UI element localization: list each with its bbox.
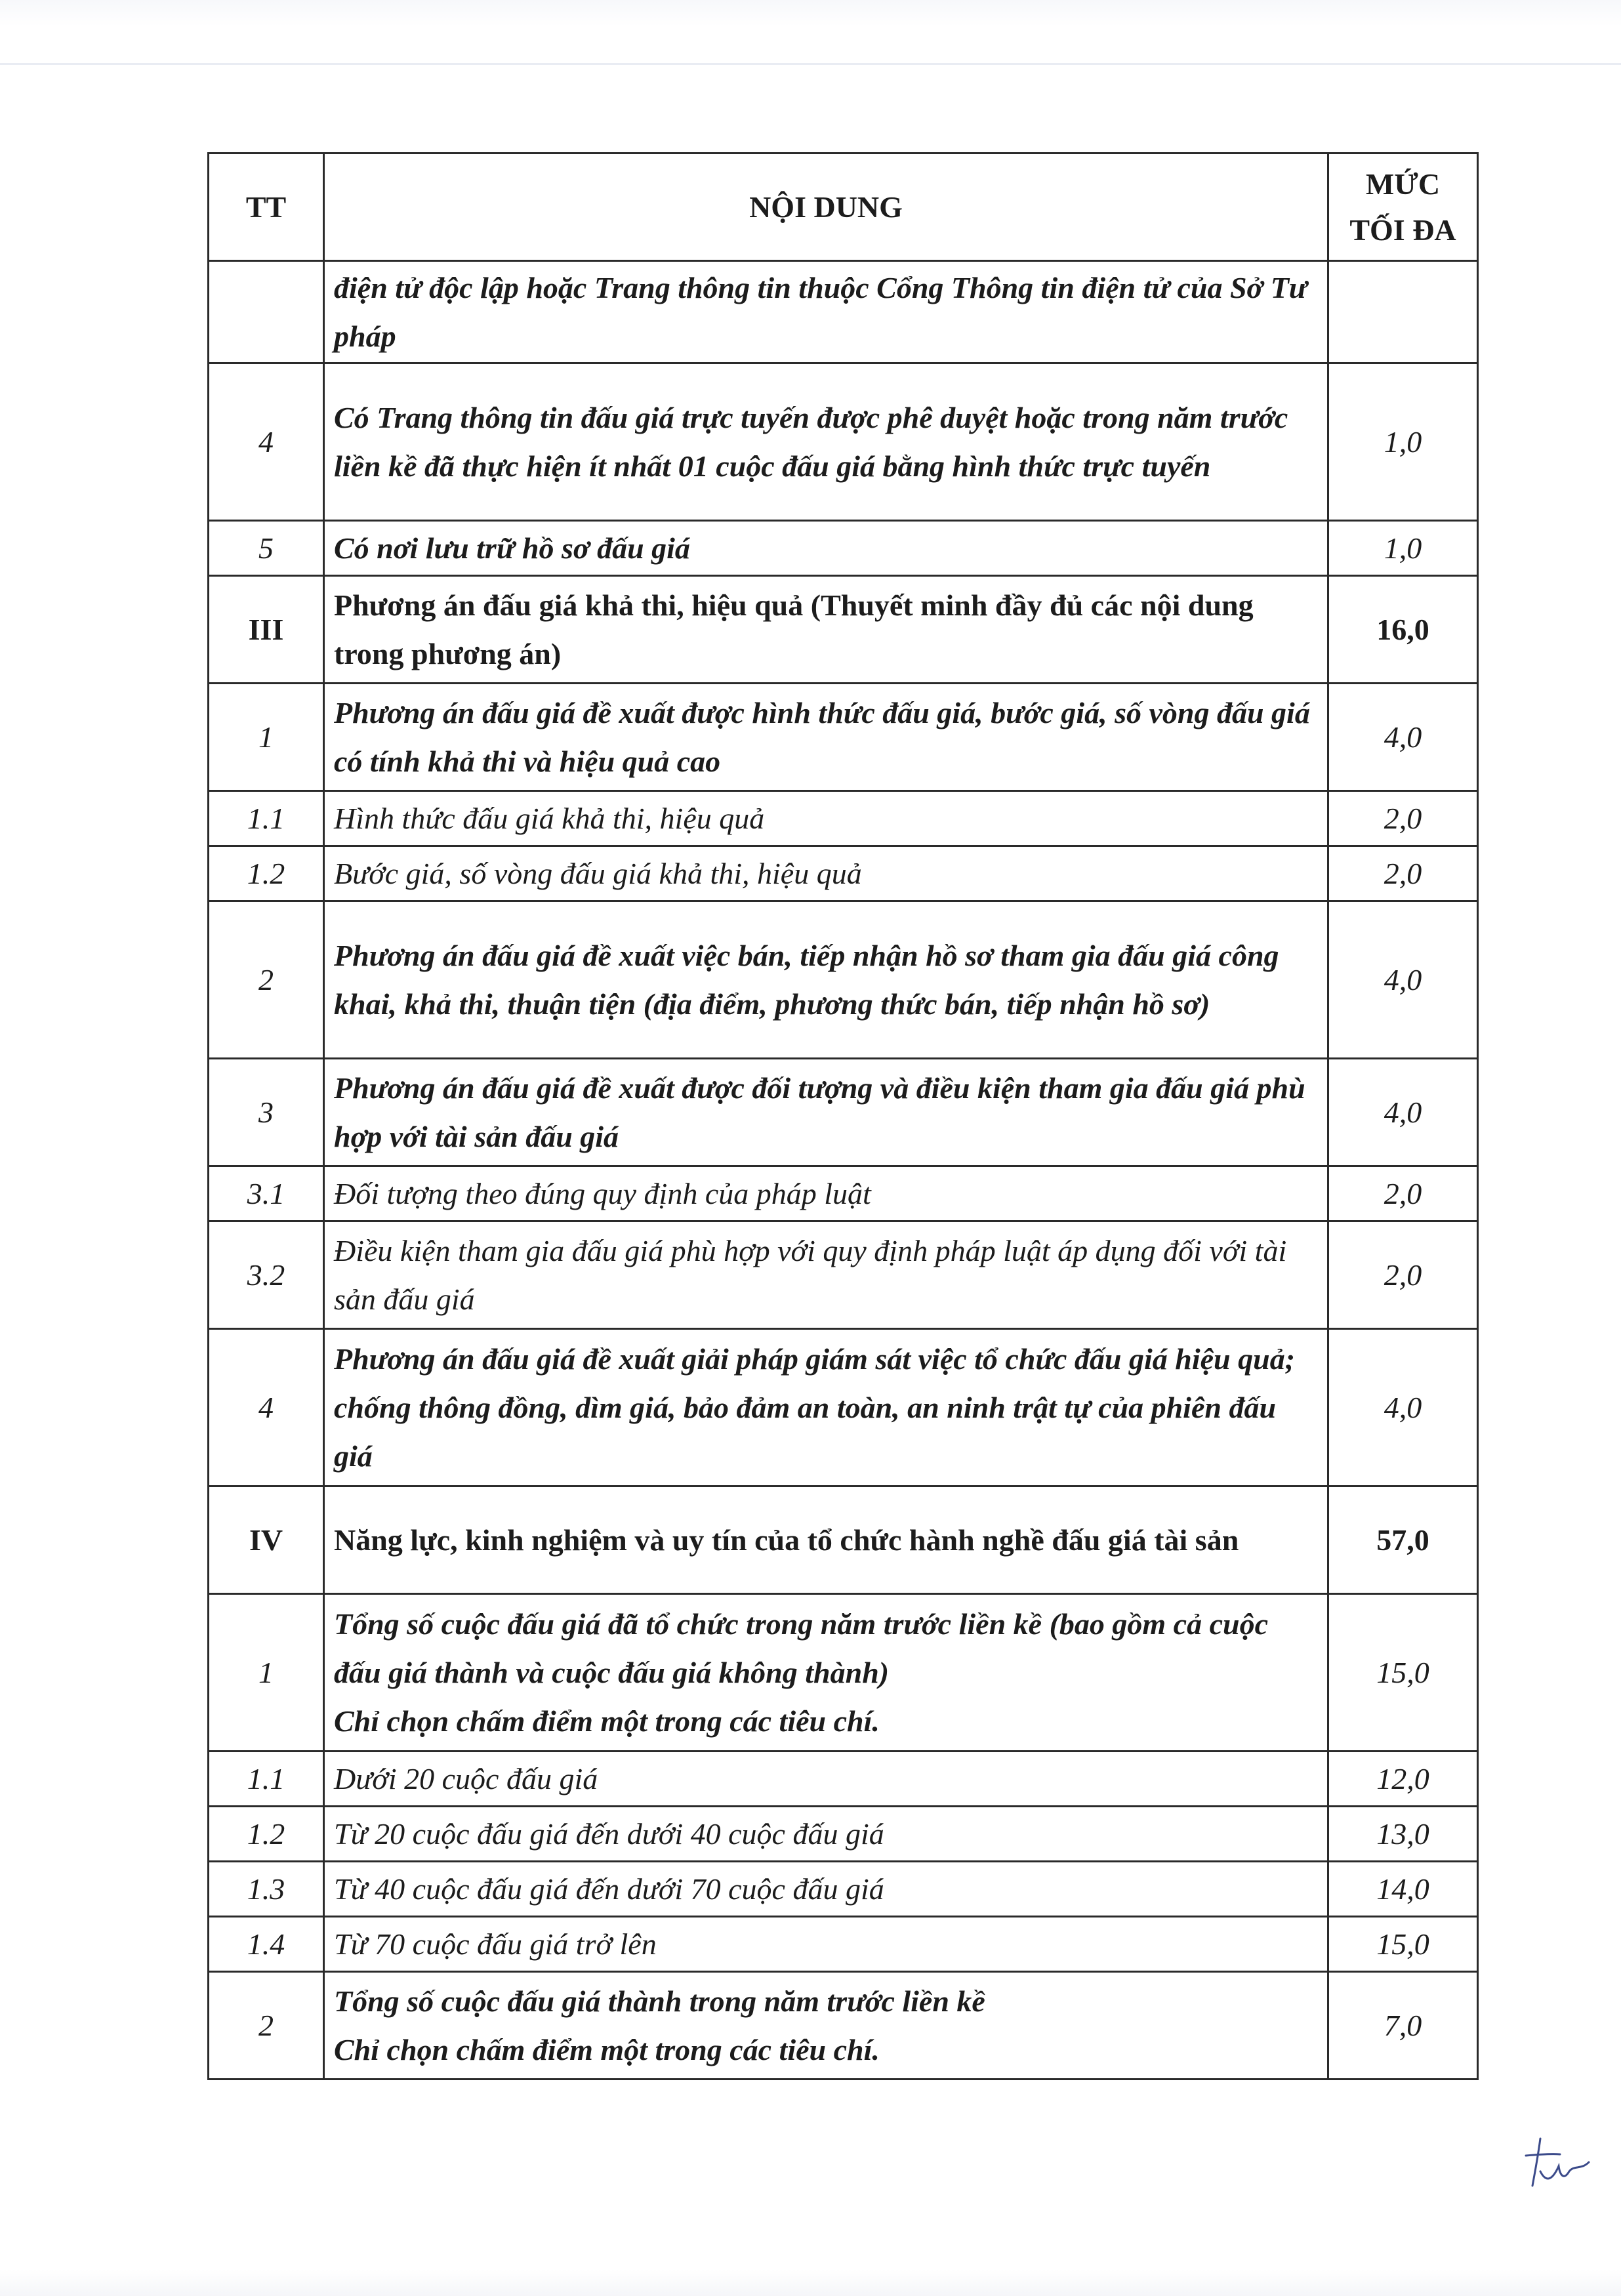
row-max-score [1328, 261, 1478, 363]
header-max-score-label: MỨC TỐI ĐA [1349, 167, 1456, 247]
row-number: 1 [209, 1594, 324, 1752]
row-number: III [209, 576, 324, 684]
row-number: IV [209, 1486, 324, 1594]
row-content: Đối tượng theo đúng quy định của pháp luật [324, 1166, 1328, 1221]
row-number: 1.2 [209, 1807, 324, 1862]
table-body [209, 261, 1478, 2080]
table-row [209, 846, 1478, 901]
table-row [209, 576, 1478, 684]
row-content: Năng lực, kinh nghiệm và uy tín của tổ chức hành nghề đấu giá tài sản [324, 1486, 1328, 1594]
header-content: NỘI DUNG [324, 154, 1328, 261]
row-content: Phương án đấu giá đề xuất được đối tượng và điều kiện tham gia đấu giá phù hợp với tài sản đấu giá [324, 1059, 1328, 1166]
row-number: 2 [209, 901, 324, 1059]
table-row [209, 1486, 1478, 1594]
row-content: Bước giá, số vòng đấu giá khả thi, hiệu quả [324, 846, 1328, 901]
row-number: 1.4 [209, 1917, 324, 1972]
table-row [209, 521, 1478, 576]
row-content: Phương án đấu giá đề xuất được hình thức đấu giá, bước giá, số vòng đấu giá có tính khả thi và hiệu quả cao [324, 684, 1328, 791]
table-row [209, 1059, 1478, 1166]
table-row [209, 791, 1478, 846]
row-number: 4 [209, 1329, 324, 1486]
row-max-score: 7,0 [1328, 1972, 1478, 2080]
row-max-score: 2,0 [1328, 1221, 1478, 1329]
row-number: 5 [209, 521, 324, 576]
table-row [209, 1972, 1478, 2080]
table-row [209, 261, 1478, 363]
row-content: Phương án đấu giá đề xuất việc bán, tiếp nhận hồ sơ tham gia đấu giá công khai, khả thi, thuận tiện (địa điểm, phương thức bán, tiếp nhận hồ sơ) [324, 901, 1328, 1059]
table-row [209, 1594, 1478, 1752]
row-content: Tổng số cuộc đấu giá thành trong năm trước liền kề Chỉ chọn chấm điểm một trong các tiêu chí. [324, 1972, 1328, 2080]
row-number: 4 [209, 363, 324, 521]
table-row [209, 1752, 1478, 1807]
table-header-row [209, 154, 1478, 261]
row-number: 3.1 [209, 1166, 324, 1221]
row-number: 3 [209, 1059, 324, 1166]
row-content: Điều kiện tham gia đấu giá phù hợp với quy định pháp luật áp dụng đối với tài sản đấu giá [324, 1221, 1328, 1329]
header-max-score [1328, 154, 1478, 261]
row-number: 2 [209, 1972, 324, 2080]
row-max-score: 2,0 [1328, 846, 1478, 901]
row-max-score: 4,0 [1328, 684, 1478, 791]
row-max-score: 13,0 [1328, 1807, 1478, 1862]
row-max-score: 16,0 [1328, 576, 1478, 684]
row-content: Phương án đấu giá khả thi, hiệu quả (Thuyết minh đầy đủ các nội dung trong phương án) [324, 576, 1328, 684]
row-number: 3.2 [209, 1221, 324, 1329]
row-max-score: 4,0 [1328, 901, 1478, 1059]
row-content: Từ 70 cuộc đấu giá trở lên [324, 1917, 1328, 1972]
header-tt: TT [209, 154, 324, 261]
row-content: Từ 20 cuộc đấu giá đến dưới 40 cuộc đấu giá [324, 1807, 1328, 1862]
row-content: Từ 40 cuộc đấu giá đến dưới 70 cuộc đấu giá [324, 1862, 1328, 1917]
initials-signature [1521, 2132, 1593, 2191]
row-max-score: 4,0 [1328, 1059, 1478, 1166]
row-number: 1.1 [209, 791, 324, 846]
row-max-score: 15,0 [1328, 1594, 1478, 1752]
row-content: Dưới 20 cuộc đấu giá [324, 1752, 1328, 1807]
row-content: Có Trang thông tin đấu giá trực tuyến được phê duyệt hoặc trong năm trước liền kề đã thực hiện ít nhất 01 cuộc đấu giá bằng hình thức trực tuyến [324, 363, 1328, 521]
table-row [209, 901, 1478, 1059]
scoring-criteria-table [207, 152, 1479, 2080]
row-number [209, 261, 324, 363]
row-content: Tổng số cuộc đấu giá đã tổ chức trong năm trước liền kề (bao gồm cả cuộc đấu giá thành và cuộc đấu giá không thành) Chỉ chọn chấm điểm một trong các tiêu chí. [324, 1594, 1328, 1752]
row-max-score: 4,0 [1328, 1329, 1478, 1486]
row-number: 1.3 [209, 1862, 324, 1917]
row-content: Có nơi lưu trữ hồ sơ đấu giá [324, 521, 1328, 576]
row-max-score: 2,0 [1328, 791, 1478, 846]
table-row [209, 684, 1478, 791]
row-max-score: 15,0 [1328, 1917, 1478, 1972]
row-content: Phương án đấu giá đề xuất giải pháp giám sát việc tổ chức đấu giá hiệu quả; chống thông đồng, dìm giá, bảo đảm an toàn, an ninh trật tự của phiên đấu giá [324, 1329, 1328, 1486]
table-row [209, 1221, 1478, 1329]
row-number: 1.2 [209, 846, 324, 901]
table-row [209, 1807, 1478, 1862]
table-row [209, 1917, 1478, 1972]
table-row [209, 1166, 1478, 1221]
row-max-score: 12,0 [1328, 1752, 1478, 1807]
row-max-score: 1,0 [1328, 363, 1478, 521]
table-row [209, 1329, 1478, 1486]
row-content: Hình thức đấu giá khả thi, hiệu quả [324, 791, 1328, 846]
table-row [209, 1862, 1478, 1917]
scan-artifact-line [0, 63, 1621, 65]
row-max-score: 2,0 [1328, 1166, 1478, 1221]
row-number: 1.1 [209, 1752, 324, 1807]
row-content: điện tử độc lập hoặc Trang thông tin thuộc Cổng Thông tin điện tử của Sở Tư pháp [324, 261, 1328, 363]
row-max-score: 14,0 [1328, 1862, 1478, 1917]
table-row [209, 363, 1478, 521]
row-max-score: 1,0 [1328, 521, 1478, 576]
row-max-score: 57,0 [1328, 1486, 1478, 1594]
row-number: 1 [209, 684, 324, 791]
